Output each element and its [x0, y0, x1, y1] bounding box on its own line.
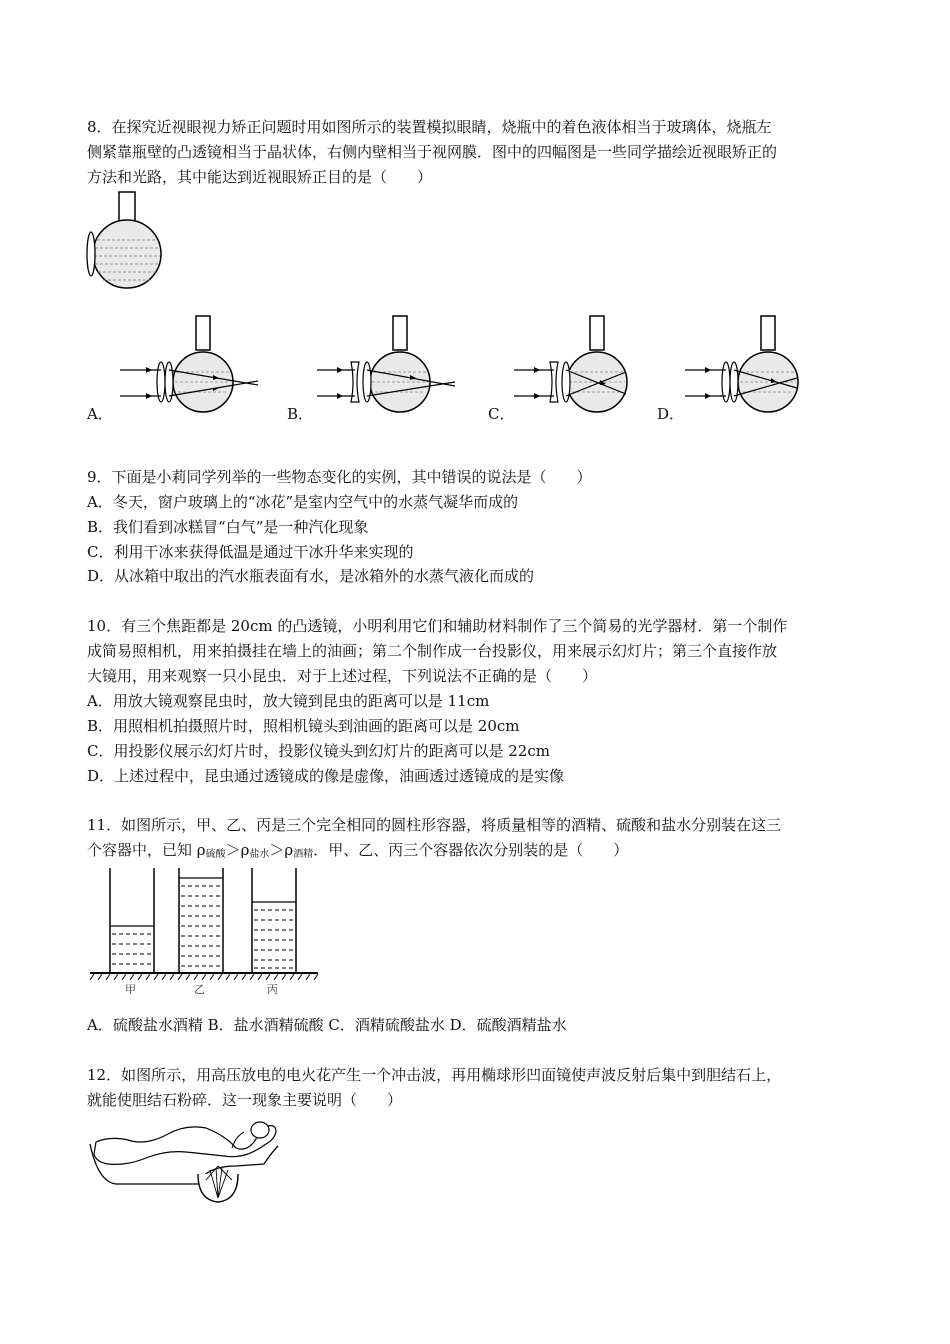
q8-line-2: 侧紧靠瓶壁的凸透镜相当于晶状体，右侧内壁相当于视网膜．图中的四幅图是一些同学描绘近视眼矫正的: [87, 143, 778, 161]
q8-option-a-figure: [118, 314, 268, 414]
container-bing: [252, 868, 296, 972]
density-salt-water-sub: 盐水: [249, 849, 270, 860]
q10-option-a: A．用放大镜观察昆虫时，放大镜到昆虫的距离可以是 11cm: [87, 692, 490, 710]
greater-than-2: ＞ρ: [269, 841, 294, 859]
q8-option-a-label: A．: [87, 405, 113, 423]
q10-option-c: C．用投影仪展示幻灯片时，投影仪镜头到幻灯片的距离可以是 22cm: [87, 742, 550, 760]
container-yi: [179, 868, 223, 972]
q11-line-2-end: ．甲、乙、丙三个容器依次分别装的是（ ）: [313, 841, 629, 859]
q10-line-2: 成简易照相机，用来拍摄挂在墙上的油画；第二个制作成一台投影仪，用来展示幻灯片；第三个直接作放: [87, 642, 778, 660]
q9-option-a: A．冬天，窗户玻璃上的“冰花”是室内空气中的水蒸气凝华而成的: [87, 493, 519, 511]
q8-line-1: 8．在探究近视眼视力矫正问题时用如图所示的装置模拟眼睛，烧瓶中的着色液体相当于玻璃体，烧瓶左: [87, 118, 772, 136]
q8-flask-setup-figure: [85, 190, 165, 295]
container-jia: [110, 868, 154, 972]
q8-option-d-label: D．: [657, 405, 685, 423]
q12-patient-lithotripsy-figure: [86, 1118, 286, 1206]
q10-line-3: 大镜用，用来观察一只小昆虫．对于上述过程，下列说法不正确的是（ ）: [87, 667, 598, 685]
q9-option-d: D．从冰箱中取出的汽水瓶表面有水，是冰箱外的水蒸气液化而成的: [87, 567, 535, 585]
ground-hatching: [90, 974, 318, 980]
density-alcohol-sub: 酒精: [293, 849, 314, 860]
q11-line-2: [87, 840, 628, 865]
q9-option-b: B．我们看到冰糕冒“白气”是一种汽化现象: [87, 518, 369, 536]
q9-option-c: C．利用干冰来获得低温是通过干冰升华来实现的: [87, 543, 414, 561]
q9-stem: 9．下面是小莉同学列举的一些物态变化的实例，其中错误的说法是（ ）: [87, 468, 592, 486]
q8-option-c-figure: [512, 314, 662, 414]
density-sulfuric-acid-sub: 硫酸: [205, 849, 226, 860]
q10-option-d: D．上述过程中，昆虫通过透镜成的像是虚像，油画透过透镜成的是实像: [87, 767, 565, 785]
q11-options: A．硫酸盐水酒精 B．盐水酒精硫酸 C．酒精硫酸盐水 D．硫酸酒精盐水: [87, 1016, 567, 1034]
greater-than-1: ＞ρ: [225, 841, 250, 859]
q8-option-d-figure: [683, 314, 813, 414]
q12-line-1: 12．如图所示，用高压放电的电火花产生一个冲击波，再用椭球形凹面镜使声波反射后集中到胆结石上，: [87, 1066, 782, 1084]
q12-line-2: 就能使胆结石粉碎．这一现象主要说明（ ）: [87, 1091, 403, 1109]
container-label-yi: 乙: [194, 983, 205, 996]
container-label-bing: 丙: [267, 983, 278, 996]
q11-line-2-start: 个容器中，已知 ρ: [87, 841, 206, 859]
q8-option-c-label: C．: [488, 405, 515, 423]
q10-line-1: 10．有三个焦距都是 20cm 的凸透镜，小明利用它们和辅助材料制作了三个简易的光学器材．第一个制作: [87, 617, 788, 635]
q11-containers-figure: [88, 866, 320, 996]
q8-option-b-label: B．: [287, 405, 314, 423]
q8-line-3: 方法和光路，其中能达到近视眼矫正目的是（ ）: [87, 168, 433, 186]
q10-option-b: B．用照相机拍摄照片时，照相机镜头到油画的距离可以是 20cm: [87, 717, 520, 735]
container-label-jia: 甲: [125, 983, 136, 996]
q11-line-1: 11．如图所示，甲、乙、丙是三个完全相同的圆柱形容器，将质量相等的酒精、硫酸和盐水分别装在这三: [87, 816, 782, 834]
q8-option-b-figure: [315, 314, 465, 414]
